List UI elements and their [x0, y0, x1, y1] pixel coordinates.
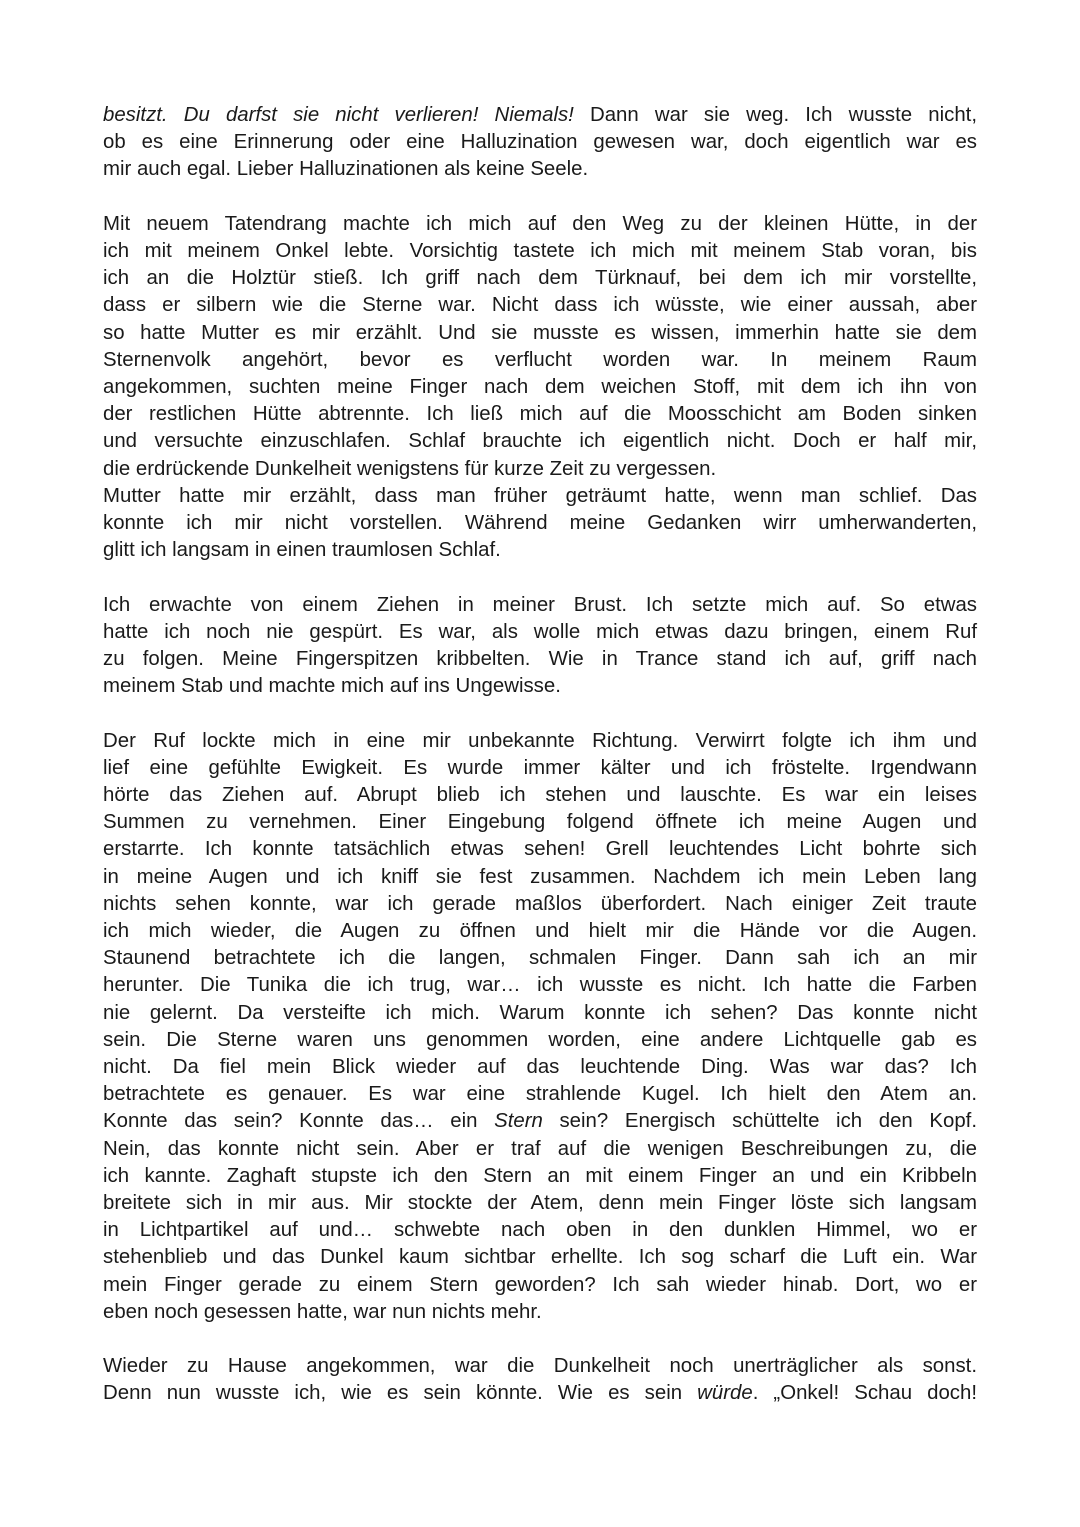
- text-run: ich mit meinem Onkel lebte. Vorsichtig tastete ich mich mit meinem Stab voran, bis: [103, 240, 977, 262]
- text-line: [103, 809, 977, 836]
- italic-text: würde: [697, 1382, 753, 1405]
- text-line: [103, 347, 977, 374]
- text-run: dass er silbern wie die Sterne war. Nicht dass ich wüsste, wie einer aussah, aber: [103, 294, 977, 317]
- text-line: [103, 510, 977, 537]
- text-run: mein Finger gerade zu einem Stern geworden? Ich sah wieder hinab. Dort, wo er: [103, 1273, 977, 1296]
- text-run: sein. Die Sterne waren uns genommen worden, eine andere Lichtquelle gab es: [103, 1028, 977, 1051]
- text-run: Staunend betrachtete ich die langen, schmalen Finger. Dann sah ich an mir: [103, 947, 977, 970]
- text-run: Nein, das konnte nicht sein. Aber er traf auf die wenigen Beschreibungen zu, die: [103, 1137, 977, 1160]
- paragraph-3: [103, 483, 977, 565]
- text-run: Mit neuem Tatendrang machte ich mich auf den Weg zu der kleinen Hütte, in der: [103, 212, 977, 235]
- text-line: [103, 537, 977, 564]
- text-line: [103, 646, 977, 673]
- text-run: zu folgen. Meine Fingerspitzen kribbelten. Wie in Trance stand ich auf, griff nach: [103, 648, 977, 671]
- text-line: [103, 1217, 977, 1244]
- text-line: [103, 1353, 977, 1380]
- paragraph-1: [103, 102, 977, 184]
- text-line: [103, 673, 977, 700]
- text-line: [103, 102, 977, 129]
- text-run: die erdrückende Dunkelheit wenigstens für kurze Zeit zu vergessen.: [103, 457, 717, 480]
- text-run: mir auch egal. Lieber Halluzinationen als keine Seele.: [103, 158, 589, 181]
- paragraph-6: [103, 1353, 977, 1407]
- text-line: [103, 1108, 977, 1135]
- paragraph-2: [103, 211, 977, 483]
- text-run: Ich erwachte von einem Ziehen in meiner Brust. Ich setzte mich auf. So etwas: [103, 593, 977, 616]
- text-line: [103, 211, 977, 238]
- text-run: ich kannte. Zaghaft stupste ich den Stern an mit einem Finger an und ein Kribbeln: [103, 1164, 977, 1187]
- text-run: Mutter hatte mir erzählt, dass man früher geträumt hatte, wenn man schlief. Das: [103, 484, 977, 507]
- document-page: [103, 102, 977, 1408]
- text-line: [103, 1054, 977, 1081]
- text-line: [103, 1380, 977, 1407]
- text-run: erstarrte. Ich konnte tatsächlich etwas sehen! Grell leuchtendes Licht bohrte sich: [103, 838, 977, 861]
- text-run: glitt ich langsam in einen traumlosen Schlaf.: [103, 539, 501, 562]
- text-line: [103, 755, 977, 782]
- text-line: [103, 836, 977, 863]
- text-run: konnte ich mir nicht vorstellen. Während meine Gedanken wirr umherwanderten,: [103, 512, 977, 535]
- text-run: Summen zu vernehmen. Einer Eingebung folgend öffnete ich meine Augen und: [103, 811, 977, 834]
- text-line: [103, 619, 977, 646]
- text-run: Denn nun wusste ich, wie es sein könnte. Wie es sein: [103, 1382, 698, 1405]
- text-run: nichts sehen konnte, war ich gerade maßlos überfordert. Nach einiger Zeit traute: [103, 892, 977, 915]
- text-line: [103, 918, 977, 945]
- text-run: sein? Energisch schüttelte ich den Kopf.: [542, 1110, 977, 1133]
- text-line: [103, 945, 977, 972]
- text-line: [103, 1244, 977, 1271]
- text-line: [103, 1136, 977, 1163]
- text-line: [103, 1000, 977, 1027]
- text-run: nicht. Da fiel mein Blick wieder auf das leuchtende Ding. Was war das? Ich: [103, 1056, 977, 1079]
- text-run: ich mich wieder, die Augen zu öffnen und hielt mir die Hände vor die Augen.: [103, 920, 977, 943]
- text-run: in meine Augen und ich kniff sie fest zusammen. Nachdem ich mein Leben lang: [103, 865, 977, 888]
- text-run: ob es eine Erinnerung oder eine Halluzination gewesen war, doch eigentlich war es: [103, 131, 977, 154]
- text-run: so hatte Mutter es mir erzählt. Und sie musste es wissen, immerhin hatte sie dem: [103, 321, 977, 344]
- text-line: [103, 456, 977, 483]
- text-line: [103, 238, 977, 265]
- text-run: hörte das Ziehen auf. Abrupt blieb ich stehen und lauschte. Es war ein leises: [103, 784, 977, 807]
- text-line: [103, 292, 977, 319]
- text-line: [103, 1272, 977, 1299]
- text-line: [103, 1081, 977, 1108]
- text-run: in Lichtpartikel auf und… schwebte nach oben in den dunklen Himmel, wo er: [103, 1219, 977, 1242]
- text-line: [103, 374, 977, 401]
- text-line: [103, 592, 977, 619]
- text-line: [103, 401, 977, 428]
- text-line: [103, 265, 977, 292]
- text-run: eben noch gesessen hatte, war nun nichts mehr.: [103, 1300, 542, 1323]
- text-run: Konnte das sein? Konnte das… ein: [103, 1110, 495, 1133]
- text-line: [103, 156, 977, 183]
- text-line: [103, 320, 977, 347]
- text-run: betrachtete es genauer. Es war eine strahlende Kugel. Ich hielt den Atem an.: [103, 1083, 977, 1106]
- text-run: nie gelernt. Da versteifte ich mich. Warum konnte ich sehen? Das konnte nicht: [103, 1001, 977, 1024]
- text-run: lief eine gefühlte Ewigkeit. Es wurde immer kälter und ich fröstelte. Irgendwann: [103, 756, 977, 779]
- text-run: und versuchte einzuschlafen. Schlaf brauchte ich eigentlich nicht. Doch er half mir,: [103, 430, 977, 453]
- text-run: . „Onkel! Schau doch!: [752, 1382, 977, 1405]
- text-run: Sternenvolk angehört, bevor es verflucht worden war. In meinem Raum: [103, 348, 977, 371]
- text-run: ich an die Holztür stieß. Ich griff nach dem Türknauf, bei dem ich mir vorstellte,: [103, 267, 977, 290]
- italic-text: besitzt. Du darfst sie nicht verlieren! Niemals!: [103, 104, 574, 126]
- text-run: hatte ich noch nie gespürt. Es war, als wolle mich etwas dazu bringen, einem Ruf: [103, 620, 977, 643]
- text-line: [103, 1190, 977, 1217]
- text-line: [103, 1299, 977, 1326]
- text-line: [103, 782, 977, 809]
- text-line: [103, 1027, 977, 1054]
- text-line: [103, 864, 977, 891]
- text-run: breitete sich in mir aus. Mir stockte der Atem, denn mein Finger löste sich langsam: [103, 1192, 977, 1215]
- text-run: meinem Stab und machte mich auf ins Ungewisse.: [103, 675, 561, 698]
- text-line: [103, 1163, 977, 1190]
- text-line: [103, 129, 977, 156]
- text-run: angekommen, suchten meine Finger nach dem weichen Stoff, mit dem ich ihn von: [103, 376, 977, 399]
- text-run: der restlichen Hütte abtrennte. Ich ließ mich auf die Moosschicht am Boden sinken: [103, 403, 977, 426]
- text-run: herunter. Die Tunika die ich trug, war… ich wusste es nicht. Ich hatte die Farben: [103, 974, 977, 997]
- italic-text: Stern: [494, 1110, 543, 1133]
- text-line: [103, 891, 977, 918]
- text-run: Der Ruf lockte mich in eine mir unbekannte Richtung. Verwirrt folgte ich ihm und: [103, 729, 977, 752]
- text-run: Wieder zu Hause angekommen, war die Dunkelheit noch unerträglicher als sonst.: [103, 1355, 977, 1378]
- text-line: [103, 483, 977, 510]
- text-run: stehenblieb und das Dunkel kaum sichtbar erhellte. Ich sog scharf die Luft ein. War: [103, 1246, 977, 1269]
- text-line: [103, 428, 977, 455]
- paragraph-5: [103, 728, 977, 1326]
- paragraph-4: [103, 592, 977, 701]
- text-line: [103, 728, 977, 755]
- text-run: Dann war sie weg. Ich wusste nicht,: [573, 104, 977, 126]
- text-line: [103, 972, 977, 999]
